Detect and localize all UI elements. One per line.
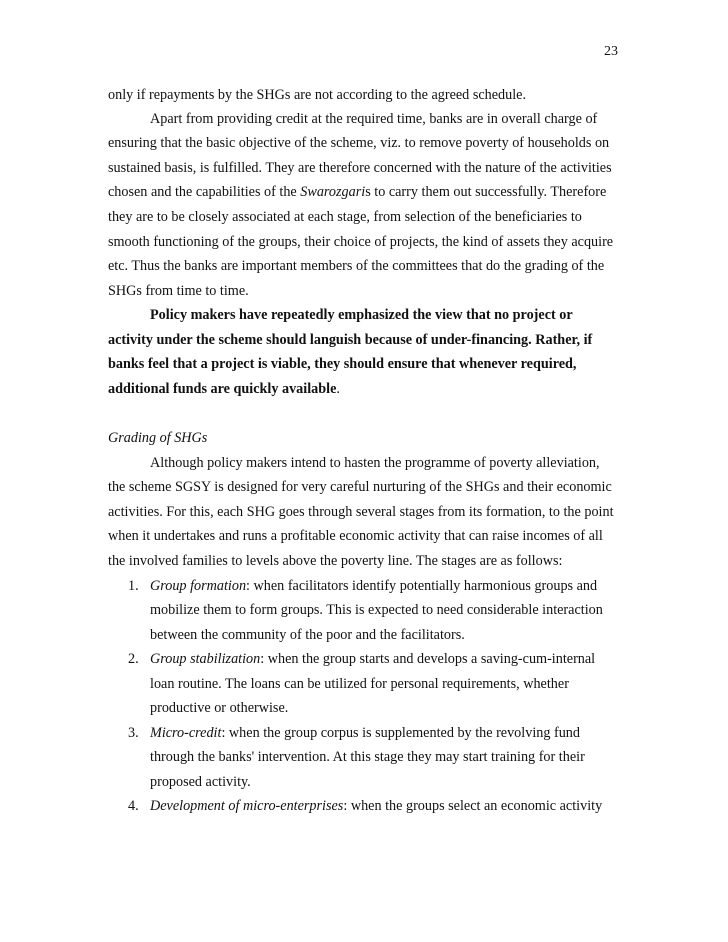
body-line: they are to be closely associated at each stage, from selection of the beneficiaries to (108, 209, 582, 225)
bold-run: additional funds are quickly available (108, 381, 337, 397)
body-line (108, 183, 606, 201)
list-term: Development of micro-enterprises (150, 798, 344, 814)
text-run: chosen and the capabilities of the (108, 184, 301, 200)
list-term: Micro-credit (150, 725, 222, 741)
list-item-number: 4. (128, 798, 139, 814)
list-term: Group formation (150, 578, 247, 594)
body-line: the involved families to levels above the poverty line. The stages are as follows: (108, 553, 563, 569)
text-run: : when the group starts and develops a saving-cum-internal (260, 651, 596, 667)
bold-line: activity under the scheme should languish because of under-financing. Rather, if (108, 332, 593, 348)
text-run: : when the groups select an economic activity (343, 798, 603, 814)
list-item-number: 3. (128, 725, 139, 741)
body-line: only if repayments by the SHGs are not according to the agreed schedule. (108, 87, 527, 103)
body-line: SHGs from time to time. (108, 283, 249, 299)
list-term: Group stabilization (150, 651, 261, 667)
list-item-line: through the banks' intervention. At this stage they may start training for their (150, 749, 585, 765)
list-item (150, 724, 580, 742)
text-run: : when the group corpus is supplemented by the revolving fund (221, 725, 580, 741)
list-item-number: 1. (128, 578, 139, 594)
list-item (150, 797, 602, 815)
list-item (150, 650, 595, 668)
body-line: Although policy makers intend to hasten the programme of poverty alleviation, (150, 455, 600, 471)
text-run: . (336, 381, 340, 397)
body-line: smooth functioning of the groups, their choice of projects, the kind of assets they acquire (108, 234, 614, 250)
italic-term: Swarozgari (300, 184, 366, 200)
list-item-line: loan routine. The loans can be utilized for personal requirements, whether (150, 676, 569, 692)
body-line (108, 380, 340, 398)
bold-line: banks feel that a project is viable, they should ensure that whenever required, (108, 356, 577, 372)
list-item-number: 2. (128, 651, 139, 667)
bold-line: Policy makers have repeatedly emphasized the view that no project or (150, 307, 573, 323)
section-heading: Grading of SHGs (108, 430, 208, 446)
body-line: when it undertakes and runs a profitable economic activity that can raise incomes of all (108, 528, 603, 544)
text-run: : when facilitators identify potentially harmonious groups and (246, 578, 598, 594)
list-item-line: proposed activity. (150, 774, 251, 790)
list-item-line: productive or otherwise. (150, 700, 289, 716)
list-item-line: between the community of the poor and the facilitators. (150, 627, 465, 643)
list-item-line: mobilize them to form groups. This is expected to need considerable interaction (150, 602, 603, 618)
body-line: activities. For this, each SHG goes through several stages from its formation, to the point (108, 504, 614, 520)
body-line: ensuring that the basic objective of the scheme, viz. to remove poverty of households on (108, 135, 610, 151)
text-run: s to carry them out successfully. Therefore (365, 184, 607, 200)
body-line: sustained basis, is fulfilled. They are therefore concerned with the nature of the activities (108, 160, 612, 176)
body-line: etc. Thus the banks are important members of the committees that do the grading of the (108, 258, 605, 274)
body-line: the scheme SGSY is designed for very careful nurturing of the SHGs and their economic (108, 479, 612, 495)
page-number: 23 (604, 44, 618, 59)
body-line: Apart from providing credit at the required time, banks are in overall charge of (150, 111, 598, 127)
list-item (150, 577, 597, 595)
